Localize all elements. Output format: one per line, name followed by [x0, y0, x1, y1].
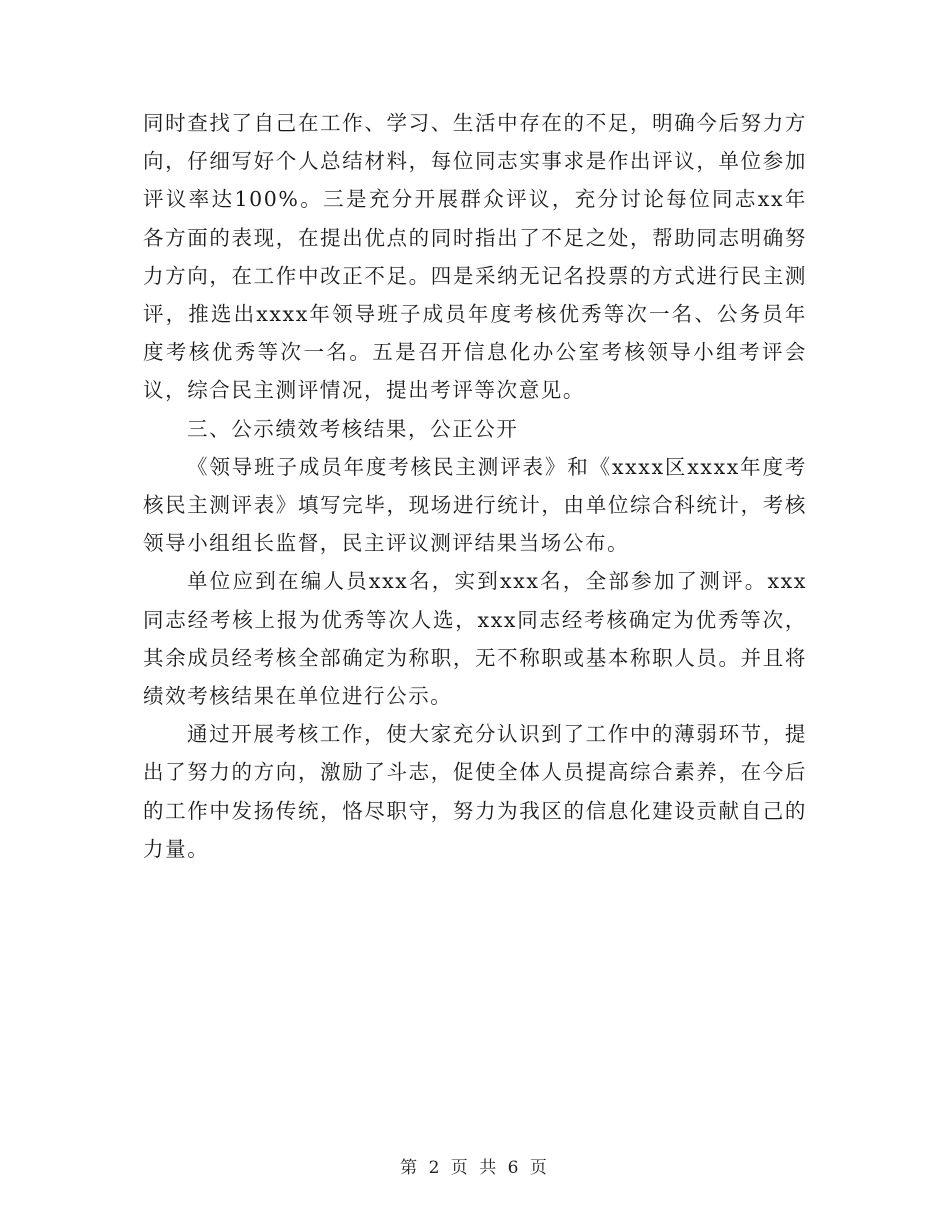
- paragraph-forms: 《领导班子成员年度考核民主测评表》和《xxxx区xxxx年度考核民主测评表》填写完毕，现场进行统计，由单位综合科统计，考核领导小组组长监督，民主评议测评结果当场公布。: [143, 454, 807, 556]
- paragraph-results: 单位应到在编人员xxx名，实到xxx名，全部参加了测评。xxx同志经考核上报为优秀等次人选，xxx同志经考核确定为优秀等次，其余成员经考核全部确定为称职，无不称职或基本称职人员。并且将绩效考核结果在单位进行公示。: [143, 569, 807, 709]
- section-heading: 三、公示绩效考核结果，公正公开: [187, 416, 519, 441]
- document-body: [143, 104, 807, 868]
- paragraph-continuation: 同时查找了自己在工作、学习、生活中存在的不足，明确今后努力方向，仔细写好个人总结材料，每位同志实事求是作出评议，单位参加评议率达100%。三是充分开展群众评议，充分讨论每位同志xx年各方面的表现，在提出优点的同时指出了不足之处，帮助同志明确努力方向，在工作中改正不足。四是采纳无记名投票的方式进行民主测评，推选出xxxx年领导班子成员年度考核优秀等次一名、公务员年度考核优秀等次一名。五是召开信息化办公室考核领导小组考评会议，综合民主测评情况，提出考评等次意见。: [143, 111, 807, 403]
- page-footer: 第 2 页 共 6 页: [400, 1158, 550, 1178]
- paragraph-conclusion: 通过开展考核工作，使大家充分认识到了工作中的薄弱环节，提出了努力的方向，激励了斗志，促使全体人员提高综合素养，在今后的工作中发扬传统，恪尽职守，努力为我区的信息化建设贡献自己的力量。: [143, 722, 807, 861]
